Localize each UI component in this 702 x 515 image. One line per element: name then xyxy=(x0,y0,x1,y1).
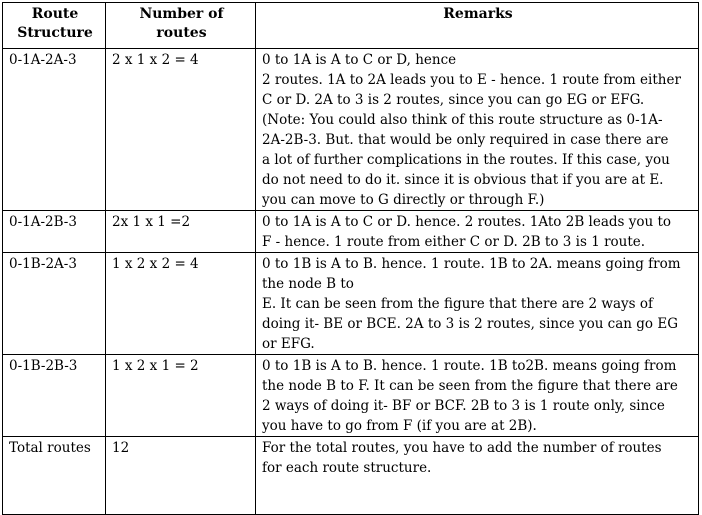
remark-line: or EFG. xyxy=(262,336,315,352)
route-table xyxy=(2,2,699,515)
remarks-cell xyxy=(256,211,699,253)
route-structure-cell: 0-1A-2A-3 xyxy=(3,49,106,211)
remark-line: F - hence. 1 route from either C or D. 2B to 3 is 1 route. xyxy=(262,234,646,250)
remark-line: a lot of further complications in the routes. If this case, you xyxy=(262,152,670,168)
remark-line: For the total routes, you have to add the number of routes xyxy=(262,440,662,456)
header-text: Route xyxy=(31,6,79,22)
route-count-cell: 12 xyxy=(106,437,256,515)
route-structure-cell: 0-1B-2B-3 xyxy=(3,355,106,437)
remark-line: 2 ways of doing it- BF or BCF. 2B to 3 is 1 route only, since xyxy=(262,398,665,414)
remark-line: you have to go from F (if you are at 2B). xyxy=(262,418,537,434)
remarks-cell xyxy=(256,355,699,437)
header-number-of-routes xyxy=(106,3,256,49)
table-row xyxy=(3,49,699,211)
header-text: Structure xyxy=(17,25,93,41)
remark-line: the node B to F. It can be seen from the figure that there are xyxy=(262,378,678,394)
remark-line: 0 to 1A is A to C or D. hence. 2 routes. 1Ato 2B leads you to xyxy=(262,214,672,230)
remark-line: C or D. 2A to 3 is 2 routes, since you can go EG or EFG. xyxy=(262,92,645,108)
route-structure-cell: Total routes xyxy=(3,437,106,515)
route-structure-cell: 0-1B-2A-3 xyxy=(3,253,106,355)
remark-line: do not need to do it. since it is obvious that if you are at E. xyxy=(262,172,664,188)
remarks-cell xyxy=(256,49,699,211)
remark-line: for each route structure. xyxy=(262,460,432,476)
remark-line: doing it- BE or BCE. 2A to 3 is 2 routes, since you can go EG xyxy=(262,316,678,332)
route-structure-cell: 0-1A-2B-3 xyxy=(3,211,106,253)
route-count-cell: 2x 1 x 1 =2 xyxy=(106,211,256,253)
remarks-cell xyxy=(256,253,699,355)
header-route-structure xyxy=(3,3,106,49)
header-text: routes xyxy=(156,25,207,41)
header-text: Number of xyxy=(139,6,224,22)
header-row xyxy=(3,3,699,49)
remark-line: you can move to G directly or through F.) xyxy=(262,192,545,208)
table-row-total xyxy=(3,437,699,515)
remark-line: the node B to xyxy=(262,276,354,292)
route-count-cell: 2 x 1 x 2 = 4 xyxy=(106,49,256,211)
remark-line: 0 to 1A is A to C or D, hence xyxy=(262,52,457,68)
route-count-cell: 1 x 2 x 2 = 4 xyxy=(106,253,256,355)
header-remarks: Remarks xyxy=(256,3,699,49)
remarks-cell xyxy=(256,437,699,515)
remark-line: 0 to 1B is A to B. hence. 1 route. 1B to2B. means going from xyxy=(262,358,677,374)
remark-line: 0 to 1B is A to B. hence. 1 route. 1B to 2A. means going from xyxy=(262,256,681,272)
remark-line: (Note: You could also think of this route structure as 0-1A- xyxy=(262,112,663,128)
remark-line: E. It can be seen from the figure that there are 2 ways of xyxy=(262,296,654,312)
table-row xyxy=(3,355,699,437)
table-row xyxy=(3,211,699,253)
route-count-cell: 1 x 2 x 1 = 2 xyxy=(106,355,256,437)
remark-line: 2 routes. 1A to 2A leads you to E - hence. 1 route from either xyxy=(262,72,681,88)
table-row xyxy=(3,253,699,355)
remark-line: 2A-2B-3. But. that would be only required in case there are xyxy=(262,132,669,148)
